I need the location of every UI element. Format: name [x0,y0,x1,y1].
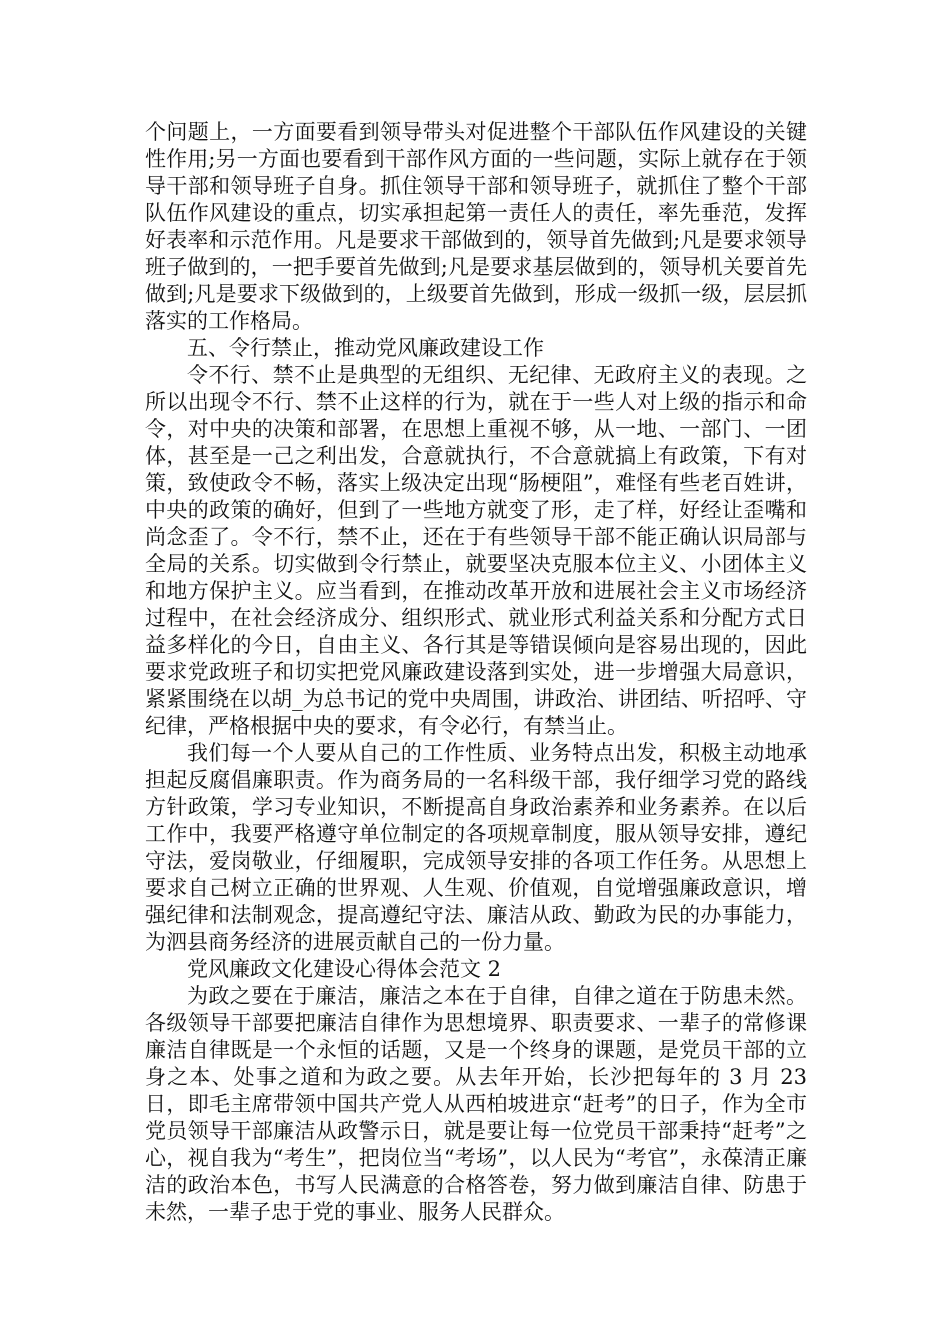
paragraph: 我们每一个人要从自己的工作性质、业务特点出发，积极主动地承担起反腐倡廉职责。作为商务局的一名科级干部，我仔细学习党的路线方针政策，学习专业知识，不断提高自身政治素养和业务素养。在以后工作中，我要严格遵守单位制定的各项规章制度，服从领导安排，遵纪守法，爱岗敬业，仔细履职，完成领导安排的各项工作任务。从思想上要求自己树立正确的世界观、人生观、价值观，自觉增强廉政意识，增强纪律和法制观念，提高遵纪守法、廉洁从政、勤政为民的办事能力，为泗县商务经济的进展贡献自己的一份力量。 [145,741,807,954]
document-page [145,119,807,1226]
paragraph: 令不行、禁不止是典型的无组织、无纪律、无政府主义的表现。之所以出现令不行、禁不止这样的行为，就在于一些人对上级的指示和命令，对中央的决策和部署，在思想上重视不够，从一地、一部门、一团体，甚至是一己之利出发，合意就执行，不合意就搞上有政策，下有对策，致使政令不畅，落实上级决定出现“肠梗阻”，难怪有些老百姓讲，中央的政策的确好，但到了一些地方就变了形，走了样，好经让歪嘴和尚念歪了。令不行，禁不止，还在于有些领导干部不能正确认识局部与全局的关系。切实做到令行禁止，就要坚决克服本位主义、小团体主义和地方保护主义。应当看到，在推动改革开放和进展社会主义市场经济过程中，在社会经济成分、组织形式、就业形式利益关系和分配方式日益多样化的今日，自由主义、各行其是等错误倾向是容易出现的，因此要求党政班子和切实把党风廉政建设落到实处，进一步增强大局意识，紧紧围绕在以胡_为总书记的党中央周围，讲政治、讲团结、听招呼、守纪律，严格根据中央的要求，有令必行，有禁当止。 [145,363,807,738]
section-heading: 五、令行禁止，推动党风廉政建设工作 [187,336,544,360]
article-title: 党风廉政文化建设心得体会范文 2 [187,957,502,981]
paragraph: 为政之要在于廉洁，廉洁之本在于自律，自律之道在于防患未然。各级领导干部要把廉洁自律作为思想境界、职责要求、一辈子的常修课廉洁自律既是一个永恒的话题，又是一个终身的课题，是党员干部的立身之本、处事之道和为政之要。从去年开始，长沙把每年的 3 月 23 日，即毛主席带领中国共产党人从西柏坡进京“赶考”的日子，作为全市党员领导干部廉洁从政警示日，就是要让每一位党员干部秉持“赶考”之心，视自我为“考生”，把岗位当“考场”，以人民为“考官”，永葆清正廉洁的政治本色，书写人民满意的合格答卷，努力做到廉洁自律、防患于未然，一辈子忠于党的事业、服务人民群众。 [145,984,807,1224]
paragraph-continued: 个问题上，一方面要看到领导带头对促进整个干部队伍作风建设的关键性作用;另一方面也要看到干部作风方面的一些问题，实际上就存在于领导干部和领导班子自身。抓住领导干部和领导班子，就抓住了整个干部队伍作风建设的重点，切实承担起第一责任人的责任，率先垂范，发挥好表率和示范作用。凡是要求干部做到的，领导首先做到;凡是要求领导班子做到的，一把手要首先做到;凡是要求基层做到的，领导机关要首先做到;凡是要求下级做到的，上级要首先做到，形成一级抓一级，层层抓落实的工作格局。 [145,120,807,333]
